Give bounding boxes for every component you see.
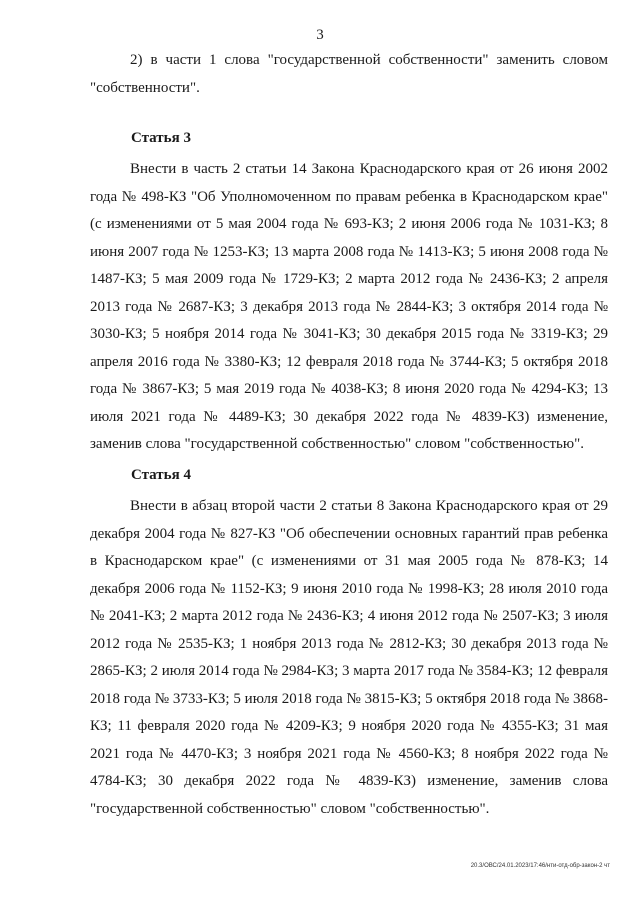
page-number: 3: [316, 27, 324, 43]
intro-paragraph: 2) в части 1 слова "государственной собственности" заменить словом "собственности".: [90, 52, 608, 96]
document-footer: 20.3/ОВС/24.01.2023/17:46/нти-отд-обр-закон-2 чт: [470, 863, 610, 869]
article-3-heading: Статья 3: [131, 130, 191, 146]
article-4-text: Внести в абзац второй части 2 статьи 8 Закона Краснодарского края от 29 декабря 2004 года № 827-КЗ "Об обеспечении основных гарантий прав ребенка в Краснодарском крае" (с изменениями от 31 мая 2005 года № 878-КЗ; 14 декабря 2006 года № 1152-КЗ; 9 июня 2010 года № 1998-КЗ; 28 июля 2010 года № 2041-КЗ; 2 марта 2012 года № 2436-КЗ; 4 июня 2012 года № 2507-КЗ; 3 июля 2012 года № 2535-КЗ; 1 ноября 2013 года № 2812-КЗ; 30 декабря 2013 года № 2865-КЗ; 2 июля 2014 года № 2984-КЗ; 3 марта 2017 года № 3584-КЗ; 12 февраля 2018 года № 3733-КЗ; 5 июля 2018 года № 3815-КЗ; 5 октября 2018 года № 3868-КЗ; 11 февраля 2020 года № 4209-КЗ; 9 ноября 2020 года № 4355-КЗ; 31 мая 2021 года № 4470-КЗ; 3 ноября 2021 года № 4560-КЗ; 8 ноября 2022 года № 4784-КЗ; 30 декабря 2022 года № 4839-КЗ) изменение, заменив слова "государственной собственностью" словом "собственностью".: [90, 498, 608, 817]
article-4-heading: Статья 4: [131, 467, 191, 483]
article-3-text: Внести в часть 2 статьи 14 Закона Краснодарского края от 26 июня 2002 года № 498-КЗ "Об Уполномоченном по правам ребенка в Краснодарском крае" (с изменениями от 5 мая 2004 года № 693-КЗ; 2 июня 2006 года № 1031-КЗ; 8 июня 2007 года № 1253-КЗ; 13 марта 2008 года № 1413-КЗ; 5 июня 2008 года № 1487-КЗ; 5 мая 2009 года № 1729-КЗ; 2 марта 2012 года № 2436-КЗ; 2 апреля 2013 года № 2687-КЗ; 3 декабря 2013 года № 2844-КЗ; 3 октября 2014 года № 3030-КЗ; 5 ноября 2014 года № 3041-КЗ; 30 декабря 2015 года № 3319-КЗ; 29 апреля 2016 года № 3380-КЗ; 12 февраля 2018 года № 3744-КЗ; 5 октября 2018 года № 3867-КЗ; 5 мая 2019 года № 4038-КЗ; 8 июня 2020 года № 4294-КЗ; 13 июля 2021 года № 4489-КЗ; 30 декабря 2022 года № 4839-КЗ) изменение, заменив слова "государственной собственностью" словом "собственностью".: [90, 161, 608, 452]
